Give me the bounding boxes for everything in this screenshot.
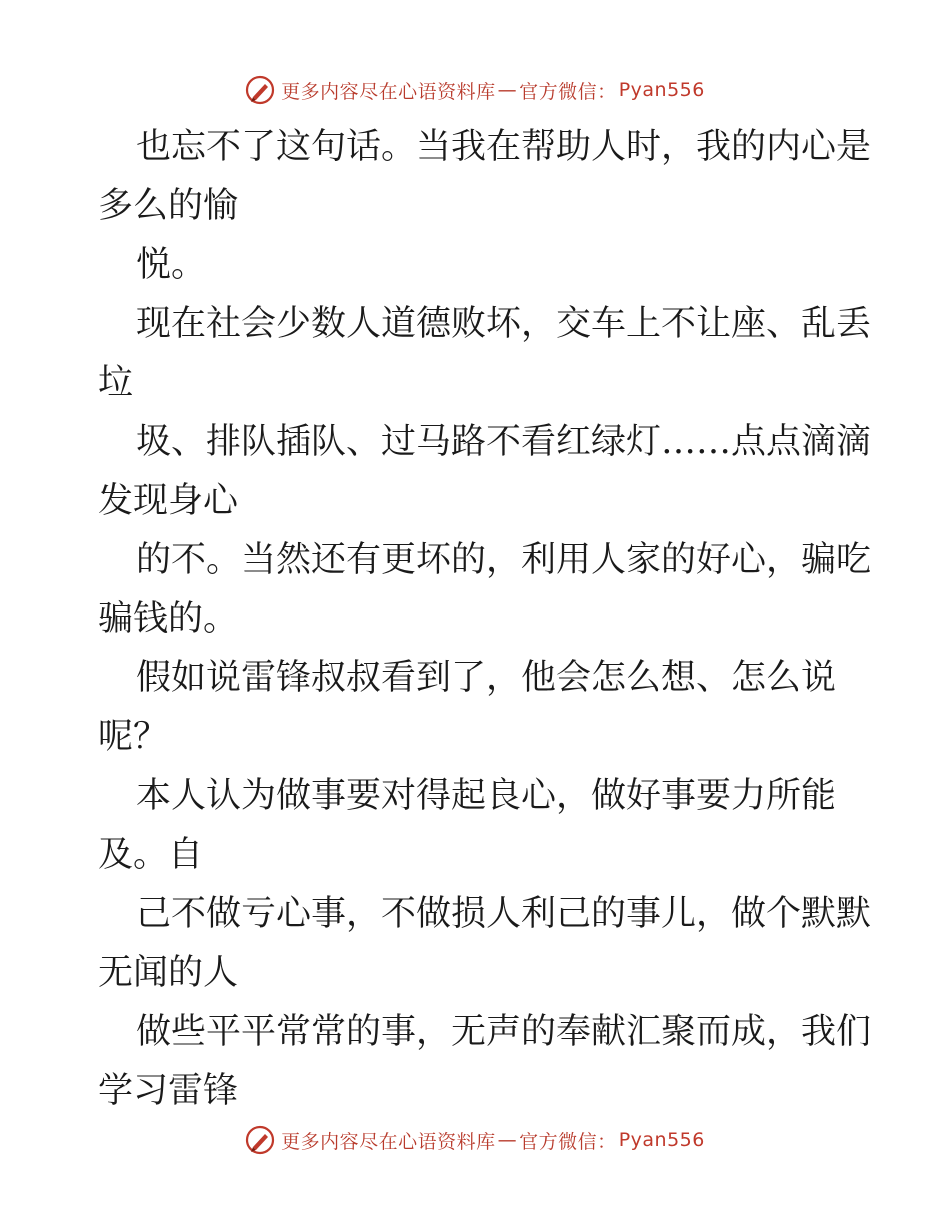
text-line: 也忘不了这句话。当我在帮助人时，我的内心是 [136,127,872,167]
text-line: 悦。 [136,245,207,285]
text-line: 本人认为做事要对得起良心，做好事要力所能 [136,776,837,816]
text-line: 做些平平常常的事，无声的奉献汇聚而成，我们 [136,1012,872,1052]
footer-wechat-label: 官方微信： [519,1130,617,1153]
text-line: 呢？ [98,717,169,757]
header-wechat-label: 官方微信： [519,80,617,103]
footer-brand: 更多内容尽在心语资料库 [281,1130,496,1153]
body-text [98,118,872,1121]
pen-logo-icon [245,75,275,105]
text-line: 圾、排队插队、过马路不看红绿灯……点点滴滴 [136,422,872,462]
text-line: 己不做亏心事，不做损人利己的事儿，做个默默 [136,894,872,934]
header-wechat-id: Pyan556 [618,79,705,101]
text-line: 假如说雷锋叔叔看到了，他会怎么想、怎么说 [136,658,837,698]
text-line: 的不。当然还有更坏的，利用人家的好心，骗吃 [136,540,872,580]
text-line: 多么的愉 [98,186,239,226]
text-line: 无闻的人 [98,953,239,993]
header-separator: — [497,79,518,101]
text-line: 现在社会少数人道德败坏，交车上不让座、乱丢 [136,304,872,344]
footer-wechat-id: Pyan556 [618,1129,705,1151]
text-line: 发现身心 [98,481,239,521]
text-line: 学习雷锋 [98,1071,239,1111]
page-header [0,68,950,112]
pen-logo-icon [245,1125,275,1155]
footer-separator: — [497,1129,518,1151]
text-line: 垃 [98,363,134,403]
page-footer [0,1118,950,1162]
text-line: 及。自 [98,835,204,875]
text-line: 骗钱的。 [98,599,239,639]
header-brand: 更多内容尽在心语资料库 [281,80,496,103]
